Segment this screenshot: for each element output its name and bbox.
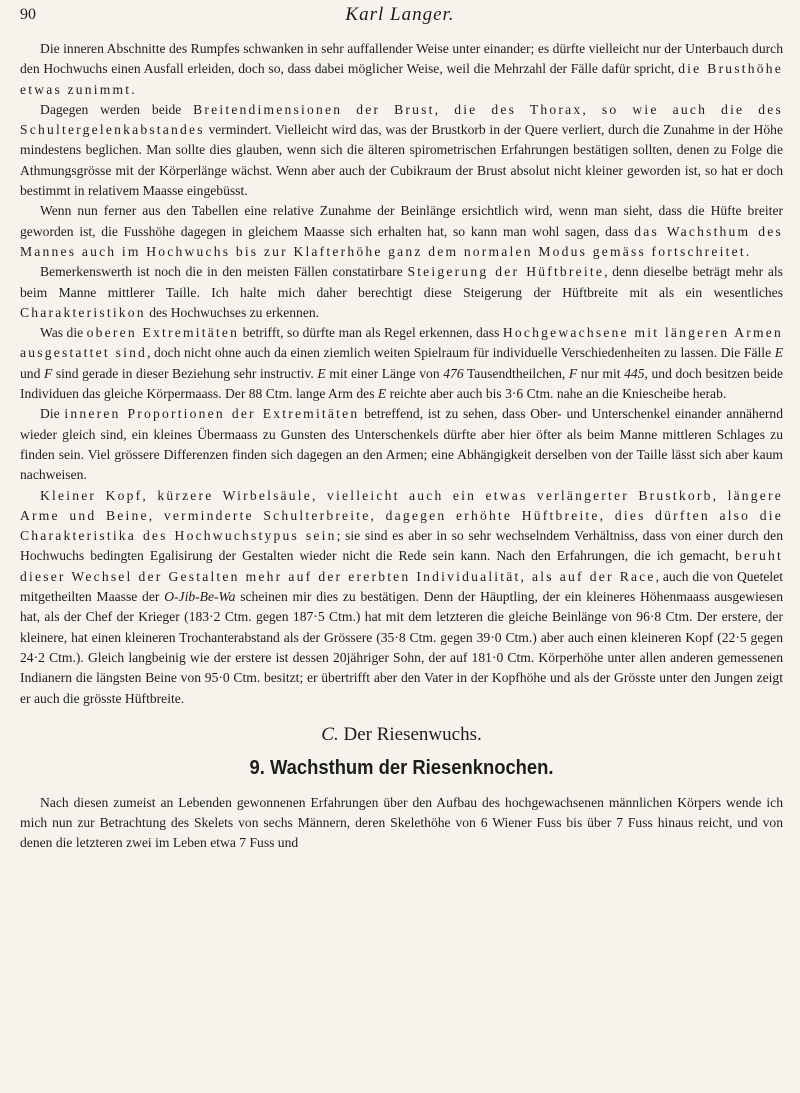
paragraph-2: [20, 100, 783, 201]
text-span: mit einer Länge von: [325, 365, 444, 381]
page-number: 90: [20, 6, 36, 23]
paragraph-8: [20, 793, 783, 854]
emphasis-span: Steigerung der Hüftbreite: [407, 264, 605, 280]
section-letter: C.: [321, 723, 339, 745]
subsection-heading: 9. Wachsthum der Riesenknochen.: [249, 756, 554, 779]
paragraph-6: [20, 404, 783, 485]
emphasis-span: Breitendimensionen der Brust, die des Thorax, so wie auch die des Schultergelenkabstandes: [20, 101, 783, 138]
text-span: betreffend, ist zu sehen, dass Ober- und Unterschenkel einander annähernd wieder gleich sind, ein kleines Übermaass zu Gunsten des Unterschenkels dürfte aber hier öfter als beim Manne mittleren Schlages zu finden sein. Viel grössere Differenzen finden sich dagegen an den Armen; eine Abhängigkeit derselben von der Taille lässt sich aber kaum nachweisen.: [20, 406, 784, 483]
italic-span: 476: [443, 365, 464, 381]
text-span: nur mit: [577, 365, 625, 381]
text-span: Nach diesen zumeist an Lebenden gewonnenen Erfahrungen über den Aufbau des hochgewachsenen männlichen Körpers wende ich mich nun zur Betrachtung des Skelets von sechs Männern, deren Skelethöhe von 6 Wiener Fuss bis über 7 Fuss hinaus reicht, und von denen die letzteren zwei im Leben etwa 7 Fuss und: [20, 794, 783, 851]
text-span: , denn dieselbe beträgt mehr als beim Manne mittlerer Taille. Ich halte mich daher berechtigt diese Steigerung der Hüftbreite mit als ein wesentliches: [20, 264, 783, 300]
paragraph-7: [20, 486, 783, 709]
text-span: des Hochwuchses zu erkennen.: [145, 304, 320, 320]
text-span: Tausendtheilchen,: [463, 365, 569, 381]
text-span: ; sie sind es aber in so sehr wechselndem Verhältniss, dass von einer durch den Hochwuchs bedingten Egalisirung der Gestalten wieder nicht die Rede sein kann. Nach den Erfahrungen, die ich gemacht,: [20, 528, 783, 564]
emphasis-span: die Brusthöhe etwas zunimmt: [20, 61, 783, 97]
text-span: Wenn nun ferner aus den Tabellen eine relative Zunahme der Beinlänge ersichtlich wird, wenn man sieht, dass die Hüfte breiter geworden ist, die Fusshöhe dagegen in gleichem Maasse sich erhalten hat, so kann man wohl sagen, dass: [20, 203, 783, 239]
text-span: scheinen mir dies zu bestätigen. Denn der Häuptling, der ein kleineres Höhenmaass ausgewiesen hat, als der Chef der Krieger (183·2 Ctm. gegen 187·5 Ctm.) hat mit dem letzteren die gleiche Beinlänge von 96·8 Ctm. Der erstere, der kleinere, hat einen kleineren Trochanterabstand als der Grössere (35·8 Ctm. gegen 39·0 Ctm.) aber auch einen kleineren Kopf (22·5 gegen 24·2 Ctm.). Gleich langbeinig wie der erstere ist dessen 20jähriger Sohn, der auf 181·0 Ctm. Körperhöhe unter allen anderen gemessenen Indianern die längsten Beine von 95·0 Ctm. besitzt; er übertrifft aber den Vater in der Kopfhöhe und als der Grösste unter den Jungen zeigt er auch die grösste Hüftbreite.: [20, 589, 783, 706]
text-span: und: [20, 365, 44, 381]
text-span: , doch nicht ohne auch da einen ziemlich weiten Spielraum für individuelle Verschiedenheiten zu lassen. Die Fälle: [147, 345, 775, 361]
text-span: Die: [40, 406, 65, 422]
italic-span: F: [43, 365, 53, 381]
emphasis-span: Hochgewachsene mit längeren Armen ausgestattet sind: [20, 325, 783, 361]
italic-span: O-Jib-Be-Wa: [164, 589, 236, 605]
text-span: , auch die von Quetelet mitgetheilten Maasse der: [20, 568, 783, 605]
text-span: Was die: [40, 325, 87, 341]
text-span: , und doch besitzen beide Individuen das gleiche Körpermaass. Der 88 Ctm. lange Arm des: [20, 365, 783, 402]
page-header: [20, 4, 780, 28]
section-title: Der Riesenwuchs.: [343, 723, 482, 745]
text-span: .: [745, 243, 750, 259]
running-title: Karl Langer.: [345, 4, 455, 25]
text-span: .: [131, 81, 135, 97]
text-span: Die inneren Abschnitte des Rumpfes schwanken in sehr auffallender Weise unter einander; es dürfte vielleicht nur der Unterbauch durch den Hochwuchs einen Ausfall erleiden, doch so, dass dabei möglicher Weise, weil die Mehrzahl der Fälle dafür spricht,: [20, 41, 783, 77]
page-body: [20, 39, 783, 854]
italic-span: F: [568, 365, 578, 381]
text-span: Dagegen werden beide: [40, 101, 194, 117]
emphasis-span: oberen Extremitäten: [86, 325, 240, 341]
text-span: sind gerade in dieser Beziehung sehr instructiv.: [52, 365, 318, 381]
italic-span: E: [377, 386, 387, 402]
text-span: reichte aber auch bis 3·6 Ctm. nahe an die Kniescheibe herab.: [386, 386, 727, 402]
emphasis-span: inneren Proportionen der Extremitäten: [64, 406, 360, 422]
paragraph-1: [20, 39, 783, 100]
paragraph-3: [20, 201, 783, 262]
italic-span: E: [774, 345, 784, 361]
text-span: vermindert. Vielleicht wird das, was der Brustkorb in der Quere verliert, durch die Zunahme in der Höhe mindestens beglichen. Man sollte dies glauben, wenn sich die älteren spirometrischen Erfahrungen bestätigen sollten, denen zu Folge die Athmungsgrösse mit der Körperlänge wächst. Wenn aber auch der Cubikraum der Brust absolut nicht kleiner geworden ist, so hat er doch bestimmt in relativem Maasse eingebüsst.: [20, 122, 783, 199]
paragraph-5: [20, 323, 783, 404]
section-heading: [20, 723, 783, 747]
text-span: betrifft, so dürfte man als Regel erkennen, dass: [239, 325, 503, 341]
italic-span: E: [317, 365, 326, 381]
italic-span: 445: [624, 365, 645, 381]
emphasis-span: Kleiner Kopf, kürzere Wirbelsäule, vielleicht auch ein etwas verlängerter Brustkorb, längere Arme und Beine, verminderte Schulterbreite, dagegen erhöhte Hüftbreite, dies dürften also die Charakteristika des Hochwuchstypus sein: [20, 487, 783, 544]
emphasis-span: beruht dieser Wechsel der Gestalten mehr auf der ererbten Individualität, als auf der Race: [20, 548, 783, 584]
text-span: Bemerkenswerth ist noch die in den meisten Fällen constatirbare: [40, 264, 408, 280]
paragraph-4: [20, 262, 783, 323]
emphasis-span: Charakteristikon: [20, 304, 146, 320]
emphasis-span: das Wachsthum des Mannes auch im Hochwuchs bis zur Klafterhöhe ganz dem normalen Modus gemäss fortschreitet: [20, 223, 783, 259]
